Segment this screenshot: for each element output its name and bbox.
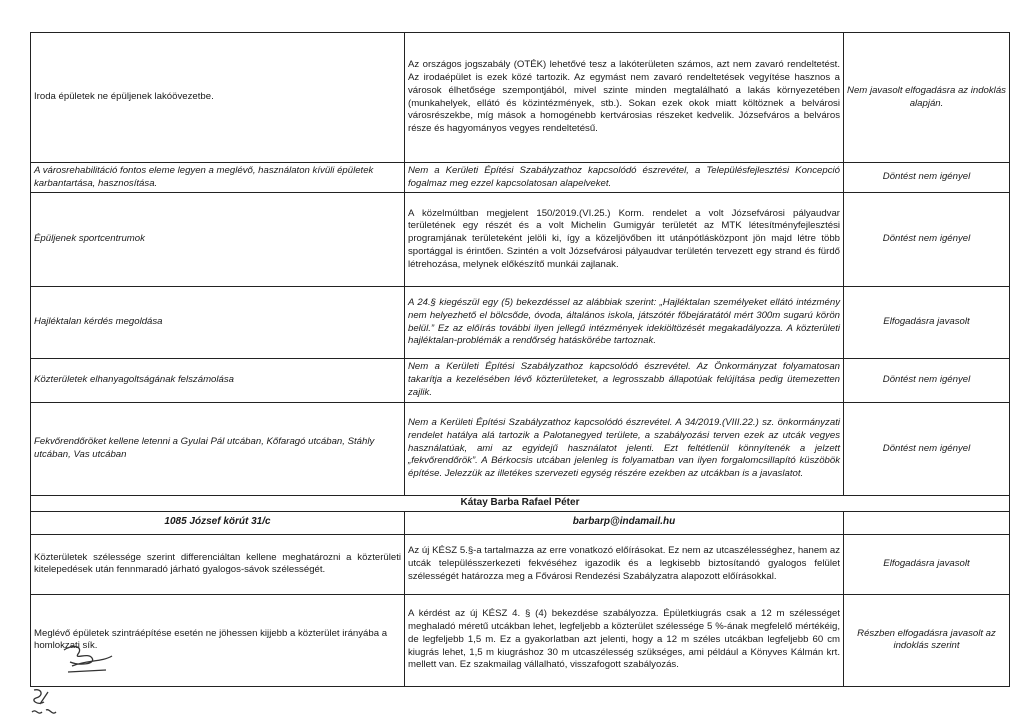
table-row	[31, 359, 1010, 403]
response-cell: Nem a Kerületi Építési Szabályzathoz kapcsolódó észrevétel, a Településfejlesztési Koncepció fogalmaz meg ezzel kapcsolatosan alapelveket.	[405, 163, 844, 193]
response-cell: Nem a Kerületi Építési Szabályzathoz kapcsolódó észrevétel. A 34/2019.(VIII.22.) sz. önkormányzati rendelet hatálya alá tartozik a Palotanegyed területe, a szabályozási terven ezek az utcák vegyes használatúak, ami az egyidejű használatot jelenti. Ezt feltétlenül könnyítenék a jelzett „fekvőrendőrök”. A Bérkocsis utcában jelenleg is folyamatban van ilyen forgalomcsillapító küszöbök építése. Jelezzük az illetékes szervezeti egység részére ezekben az utcákban is a javaslatot.	[405, 403, 844, 496]
table-row	[31, 496, 1010, 512]
comment-cell: Fekvőrendőröket kellene letenni a Gyulai Pál utcában, Kőfaragó utcában, Stáhly utcában, Vas utcában	[31, 403, 405, 496]
table-row	[31, 534, 1010, 594]
comment-cell: Közterületek szélessége szerint differenciáltan kellene meghatározni a közterületi kitelepedések után fennmaradó járható gyalogos-sávok szélességét.	[31, 534, 405, 594]
table-row	[31, 511, 1010, 534]
handwritten-initials-icon	[28, 686, 68, 718]
decision-cell: Nem javasolt elfogadásra az indoklás alapján.	[844, 33, 1010, 163]
comment-cell: A városrehabilitáció fontos eleme legyen a meglévő, használaton kívüli épületek karbantartása, hasznosítása.	[31, 163, 405, 193]
comment-cell: Hajléktalan kérdés megoldása	[31, 287, 405, 359]
decision-cell: Döntést nem igényel	[844, 163, 1010, 193]
document-page	[30, 32, 1009, 687]
comment-cell: Épüljenek sportcentrumok	[31, 193, 405, 287]
table-row	[31, 163, 1010, 193]
person-address: 1085 József körút 31/c	[31, 511, 405, 534]
comments-table	[30, 32, 1010, 687]
comment-cell: Iroda épületek ne épüljenek lakóövezetbe.	[31, 33, 405, 163]
table-row	[31, 193, 1010, 287]
person-email: barbarp@indamail.hu	[405, 511, 844, 534]
response-cell: A közelmúltban megjelent 150/2019.(VI.25.) Korm. rendelet a volt Józsefvárosi pályaudvar területének egy részét és a volt Michelin Gumigyár területét az MTK létesítményfejlesztési programjának területeként jelöli ki, így a közeljövőben itt utánpótlásközpont jön majd létre több sportággal is érintően. Szintén a volt Józsefvárosi pályaudvar területén tervezett egy strand és fürdő létrehozása, melynek előkészítő munkái zajlanak.	[405, 193, 844, 287]
response-cell: Nem a Kerületi Építési Szabályzathoz kapcsolódó észrevétel. Az Önkormányzat folyamatosan takarítja a kezelésében lévő közterületeket, a legrosszabb állapotúak felújítása pedig ütemezetten zajlik.	[405, 359, 844, 403]
decision-cell: Részben elfogadásra javasolt az indoklás szerint	[844, 594, 1010, 686]
decision-cell: Döntést nem igényel	[844, 359, 1010, 403]
comment-cell: Közterületek elhanyagoltságának felszámolása	[31, 359, 405, 403]
handwritten-signature-icon	[62, 640, 122, 680]
response-cell: Az országos jogszabály (OTÉK) lehetővé tesz a lakóterületen számos, azt nem zavaró rendeltetést. Az irodaépület is ezek közé tartozik. Az egymást nem zavaró rendeltetések vegyítése hasznos a városok élhetősége szempontjából, mivel szinte minden megtalálható a lakás környezetében (munkahelyek, ellátó és közintézmények, stb.). Sokan ezek okok miatt költöznek a belvárosi városrészekbe, míg mások a homogénebb kertvárosias részeket kedvelik. Józsefváros a belváros része és hagyományos vegyes rendeltetésű.	[405, 33, 844, 163]
decision-cell: Elfogadásra javasolt	[844, 534, 1010, 594]
response-cell: A kérdést az új KÉSZ 4. § (4) bekezdése szabályozza. Épületkiugrás csak a 12 m szélességet meghaladó méretű utcákban lehet, legfeljebb a közterület szélessége 5 %-ának megfelelő mértékéig, de legfeljebb 1,5 m. Ez a gyakorlatban azt jelenti, hogy a 12 m széles utcákban legfeljebb 60 cm kiugrás lehet, 1,5 m kiugráshoz 30 m utcaszélesség szükséges, ami például a Könyves Kálmán krt. mellett van. Ez szakmailag vállalható, visszafogott szabályozás.	[405, 594, 844, 686]
table-row	[31, 594, 1010, 686]
comment-cell: Meglévő épületek szintráépítése esetén ne jöhessen kijjebb a közterület irányába a homlokzati sík.	[31, 594, 405, 686]
table-row	[31, 287, 1010, 359]
table-row	[31, 403, 1010, 496]
decision-cell: Döntést nem igényel	[844, 403, 1010, 496]
response-cell: A 24.§ kiegészül egy (5) bekezdéssel az alábbiak szerint: „Hajléktalan személyeket ellátó intézmény nem helyezhető el bölcsőde, óvoda, általános iskola, játszótér főbejáratától mért 300m sugarú körön belül.” Ez az előírás további ilyen jellegű intézmények idekiöltözését megakadályozza. A közterületi hajléktalan-problémák a rendőrség hatáskörébe tartoznak.	[405, 287, 844, 359]
decision-cell: Elfogadásra javasolt	[844, 287, 1010, 359]
table-row	[31, 33, 1010, 163]
empty-cell	[844, 511, 1010, 534]
person-name: Kátay Barba Rafael Péter	[31, 496, 1010, 512]
decision-cell: Döntést nem igényel	[844, 193, 1010, 287]
response-cell: Az új KÉSZ 5.§-a tartalmazza az erre vonatkozó előírásokat. Ez nem az utcaszélességhez, hanem az utcák településszerkezeti fekvéséhez igazodik és a legkisebb biztosítandó gyalogos felület szélességét határozza meg a Fővárosi Rendezési Szabályzatra alapozott előírásokkal.	[405, 534, 844, 594]
